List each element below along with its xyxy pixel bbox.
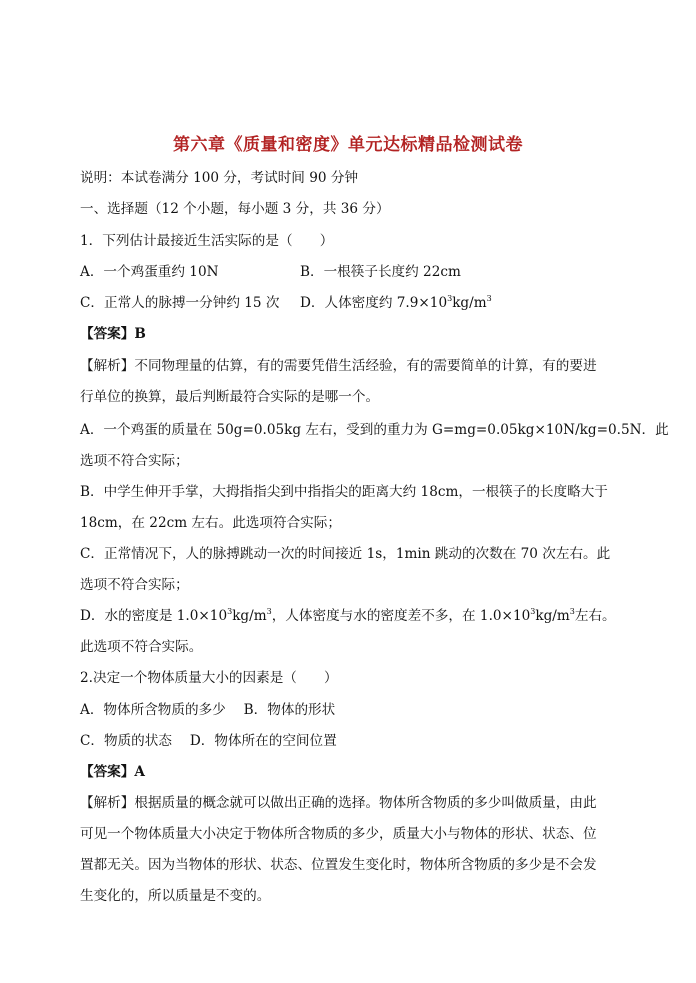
question-1-option-d: D．人体密度约 $7.9\times 10^3kg/m^3$ (300, 294, 492, 311)
question-2-analysis-line: 【解析】根据质量的概念就可以做出正确的选择。物体所含物质的多少叫做质量，由此 (80, 795, 597, 811)
question-2-options-row: A．物体所含物质的多少 B．物体的形状 (80, 702, 336, 718)
question-1-answer: 【答案】B (80, 326, 146, 342)
question-1-analysis-line: B．中学生伸开手掌，大拇指指尖到中指指尖的距离大约 18cm，一根筷子的长度略大于 (80, 484, 608, 500)
question-1-analysis-line: C．正常情况下，人的脉搏跳动一次的时间接近 1s，1min 跳动的次数在 70 次左右。此 (80, 546, 611, 562)
question-2-options-row: C．物质的状态 D．物体所在的空间位置 (80, 733, 337, 749)
question-2-stem: 2.决定一个物体质量大小的因素是（ ） (80, 670, 338, 686)
question-2-analysis-line: 可见一个物体质量大小决定于物体所含物质的多少，质量大小与物体的形状、状态、位 (80, 826, 597, 842)
exam-note: 说明：本试卷满分 100 分，考试时间 90 分钟 (80, 170, 359, 186)
question-1-analysis-line: 此选项不符合实际。 (80, 639, 203, 655)
question-1-analysis-line: A．一个鸡蛋的质量在 50g=0.05kg 左右，受到的重力为 G=mg=0.05kg×10N/kg=0.5N．此 (80, 422, 669, 438)
page-title: 第六章《质量和密度》单元达标精品检测试卷 (173, 135, 523, 155)
question-1-stem: 1．下列估计最接近生活实际的是（ ） (80, 233, 334, 249)
question-2-analysis-line: 置都无关。因为当物体的形状、状态、位置发生变化时，物体所含物质的多少是不会发 (80, 857, 597, 873)
question-2-analysis-line: 生变化的，所以质量是不变的。 (80, 888, 271, 904)
question-1-analysis-line: 行单位的换算，最后判断最符合实际的是哪一个。 (80, 389, 380, 405)
question-1-analysis-line: 18cm，在 22cm 左右。此选项符合实际； (80, 515, 341, 531)
question-1-option-c: C．正常人的脉搏一分钟约 15 次 (80, 295, 280, 311)
question-1-option-a: A．一个鸡蛋重约 10N (80, 264, 219, 280)
question-1-option-b: B．一根筷子长度约 22cm (300, 264, 461, 280)
question-1-analysis-d: D．水的密度是 $1.0\times 10^3kg/m^3$，人体密度与水的密度差不多，在 $1.0\times 10^3kg/m^3$左右。 (80, 607, 616, 624)
question-1-analysis-line: 选项不符合实际； (80, 453, 189, 469)
question-2-answer: 【答案】A (80, 764, 145, 780)
section-heading: 一、选择题（12 个小题，每小题 3 分，共 36 分） (80, 201, 390, 217)
question-1-analysis-line: 【解析】不同物理量的估算，有的需要凭借生活经验，有的需要简单的计算，有的要进 (80, 358, 597, 374)
question-1-analysis-line: 选项不符合实际； (80, 577, 189, 593)
